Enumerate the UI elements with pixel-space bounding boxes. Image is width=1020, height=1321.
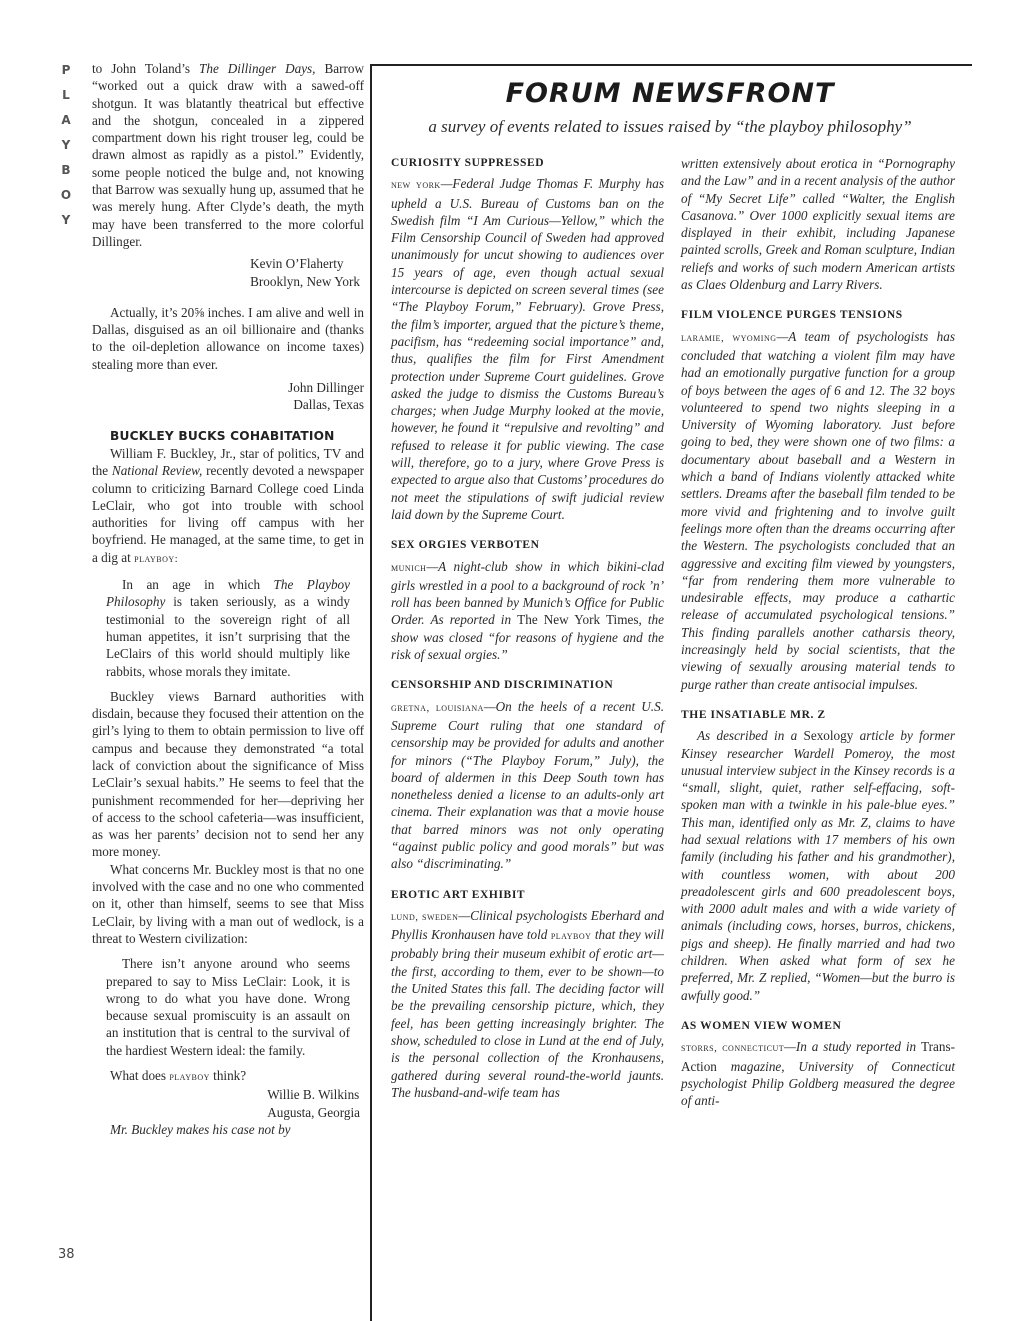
text: —A team of psychologists has concluded that watching a violent film may have had an emotionally purgative function for a group of boys between the ages of 6 and 12. The 32 boys volunteered to spend two nights sleeping in a University of Wyoming laboratory. Just before going to bed, they were shown one of two films: a documentary about baseball and a Western in which a band of Indians violently attacked white settlers. Dreams after the baseball film tended to be more vivid and frightening and to involve guilt feelings more often than the dreams occurring after the Western. The psychologists concluded that an aggressive and exciting film viewed by youngsters, “far from rendering them more vulnerable to undesirable effects, may produce a cathartic release of accumulated psychological tensions.” This finding parallels another catharsis theory, increasingly held by social scientists, that the viewing of sexually arousing material tends to purge rather than create antisocial impulses. [681,328,955,692]
news-heading: CENSORSHIP AND DISCRIMINATION [391,679,614,692]
newspaper-name: The New York Times, [517,612,642,628]
dateline: storrs, connecticut [681,1042,785,1055]
response-text: Mr. Buckley makes his case not by [110,1121,291,1137]
text: recently devoted a newspaper column to criticizing Barnard College coed Linda LeClair, who got into trouble with school authorities for living off campus with her boyfriend. He managed, at the same time, to get in a dig at [92,463,364,565]
dateline: new york [391,179,441,192]
letter-heading: BUCKLEY BUCKS COHABITATION [110,428,335,443]
letter-body: Buckley views Barnard authorities with disdain, because they focused their attention on the girl’s lying to them to obtain permission to live off campus and because they demonstrated “a total lack of conviction about the significance of Miss LeClair’s sexual habits.” He seems to feel that the punishment recommended for her—depriving her of access to the school cafeteria—was insufficient, as was her parents’ decision not to send her any more money. [92,688,364,860]
title: The Playboy Philosophy [106,577,350,610]
brand-name: playboy: [134,552,179,565]
signature-place: Augusta, Georgia [267,1104,360,1120]
text: —On the heels of a recent U.S. Supreme Court ruling that one standard of censorship may be provided for adults and another for minors (“The Playboy Forum,” July), the board of aldermen in this Deep South town has nonetheless denied a license to an adults-only art cinema. Their explanation was that a movie house that barred minors was not only operating “against public policy and good morals” but was also “discriminating.” [391,698,664,872]
text: think? [209,1068,247,1084]
letter-body [92,445,364,568]
signature-place: Brooklyn, New York [250,273,360,289]
signature [92,255,364,290]
signature [92,379,364,414]
dateline: gretna, louisiana [391,701,484,714]
news-body [391,907,664,1101]
magazine-title: National Review, [111,463,203,479]
news-heading: THE INSATIABLE MR. Z [681,708,826,721]
news-body [681,1038,955,1109]
vertical-brand [56,58,76,233]
dateline: munich [391,561,427,574]
letter-body [92,1067,364,1086]
signature-name: Willie B. Wilkins [267,1087,360,1103]
text: In an age in which [122,577,274,593]
text: As described in a [697,728,804,744]
letter-body: What concerns Mr. Buckley most is that no one involved with the case and no one who commented on it, other than himself, seems to see that Miss LeClair, by living with a man out of wedlock, is a threat to Western civilization: [92,861,364,946]
news-heading: EROTIC ART EXHIBIT [391,888,526,901]
dateline: lund, sweden [391,910,459,923]
letter-body [92,60,364,250]
text: —Federal Judge Thomas F. Murphy has upheld a U.S. Bureau of Customs ban on the Swedish film “I Am Curious—Yellow,” which the Film Censorship Council of Sweden had approved unanimously for uncut showing to audiences over 15 years of age, even though actual sexual intercourse is depicted on screen several times (see “The Playboy Forum,” February). Grove Press, the film’s importer, argued that the picture’s theme, pacifism, has “redeeming social importance” and, thus, qualifies the film for First Amendment protection under Supreme Court guidelines. Grove asked the judge to dismiss the Customs Bureau’s charges; when Judge Murphy looked at the movie, however, he found it “repulsive and revolting” and refused to release it for public viewing. The case will, therefore, go to a jury, where Grove Press is expected to argue also that Customs’ procedures do not meet the stipulations of swift judicial review laid down by the Supreme Court. [391,176,664,522]
text: William F. Buckley, Jr., star of politics, TV and the [92,445,364,479]
news-column-left [391,155,664,1101]
text: magazine, University of Connecticut psychologist Philip Goldberg measured the degree of anti- [681,1058,955,1109]
page-number: 38 [58,1247,75,1262]
brand-letter: B [61,163,71,177]
forum-title: FORUM NEWSFRONT [505,78,835,109]
news-heading: FILM VIOLENCE PURGES TENSIONS [681,309,903,322]
news-heading: AS WOMEN VIEW WOMEN [681,1019,842,1032]
text: —A night-club show in which bikini-clad girls wrestled in a pool to a background of rock ’n’ roll has been banned by Munich’s Office for Public Order. As reported in [391,558,664,628]
signature-name: John Dillinger [288,380,364,396]
magazine-name: Trans-Action [681,1039,956,1074]
news-heading: SEX ORGIES VERBOTEN [391,539,540,552]
text: article by former Kinsey researcher Wardell Pomeroy, the most unusual interview subject in the Kinsey records is a “small, slight, quiet, rather self-effacing, soft-spoken man with a twinkle in his pale-blue eyes.” This man, identified only as Mr. Z, claims to have had sexual relations with 17 members of his own family (including his father and his grandmother), with countless women, with about 200 preadolescent girls and 600 preadolescent boys, with 2000 adult males and with a wide variety of animals (including cows, horses, burros, chickens, pigs and sheep). He finally married and had two children. When asked what form of sex he preferred, Mr. Z replied, “Women—but the burro is awfully good.” [681,728,955,1003]
news-body: written extensively about erotica in “Pornography and the Law” and in a recent analysis of the author of “My Secret Life” called “Walter, the English Casanova.” Over 1000 explicitly sexual items are displayed in their exhibit, including Japanese painted scrolls, Greek and Roman sculpture, Indian reliefs and works of such modern American artists as Claes Oldenburg and Larry Rivers. [681,156,955,293]
text: —Clinical psychologists Eberhard and Phyllis Kronhausen have told [391,907,664,943]
forum-subtitle: a survey of events related to issues raised by “the playboy philosophy” [428,117,912,136]
signature-place: Dallas, Texas [293,397,364,413]
brand-letter: P [61,63,71,77]
signature [92,1086,364,1121]
news-body [391,698,664,873]
news-body [681,328,955,693]
news-heading: CURIOSITY SUPPRESSED [391,157,545,169]
text: What does [110,1068,170,1084]
text: is taken seriously, as a windy testimonial to the sovereign right of all human appetites, it isn’t surprising that the LeClairs of this world should multiply like rabbits, whose morals they imitate. [106,594,350,679]
news-body [391,175,664,523]
book-title: The Dillinger Days, [199,61,316,76]
text: Barrow “worked out a quick draw with a sawed-off shotgun. It was blatantly theatrical but effective and the shotgun, concealed in a zippered compartment down his right trouser leg, could be drawn almost as rapidly as a pistol.” Evidently, some people noticed the bulge and, not knowing that Barrow was sexually hung up, assumed that he was merely hung. After Clyde’s death, the myth may have been transferred to the more colorful Dillinger. [92,61,364,249]
brand-letter: Y [61,213,71,227]
magazine-name: Sexology [803,728,854,744]
text: to John Toland’s [92,61,200,76]
letters-column [92,60,364,1138]
dateline: laramie, wyoming [681,331,777,344]
signature-name: Kevin O’Flaherty [250,256,344,272]
text: that they will probably bring their museum exhibit of erotic art—the first, according to them, ever to be shown—to the United States this fall. The deciding factor will be the prevailing censorship picture, which, they feel, has been getting increasingly brighter. The show, scheduled to close in Lund at the end of July, is the personal collection of the Kronhausens, gathered during several round-the-world jaunts. The husband-and-wife team has [391,927,664,1100]
block-quote: There isn’t anyone around who seems prepared to say to Miss LeClair: Look, it is wrong to do what you have done. Wrong because sexual promiscuity is an assault on an institution that is central to the survival of the hardiest Western ideal: the family. [106,956,350,1058]
text: the show was closed “for reasons of hygiene and the risk of sexual orgies.” [391,612,664,663]
brand-letter: O [60,188,72,202]
brand-name: playboy [550,930,592,943]
text: —In a study reported in [784,1039,922,1055]
letter-body: Actually, it’s 20⅝ inches. I am alive and well in Dallas, disguised as an oil billionaire and (thanks to the oil-depletion allowance on income taxes) stealing more than ever. [92,304,364,372]
news-body [681,727,955,1004]
brand-letter: A [61,113,71,127]
brand-letter: L [62,88,70,102]
news-column-right [681,155,955,1109]
brand-name: playboy [169,1071,210,1084]
brand-letter: Y [61,138,71,152]
news-body [391,558,664,664]
block-quote [106,576,350,680]
